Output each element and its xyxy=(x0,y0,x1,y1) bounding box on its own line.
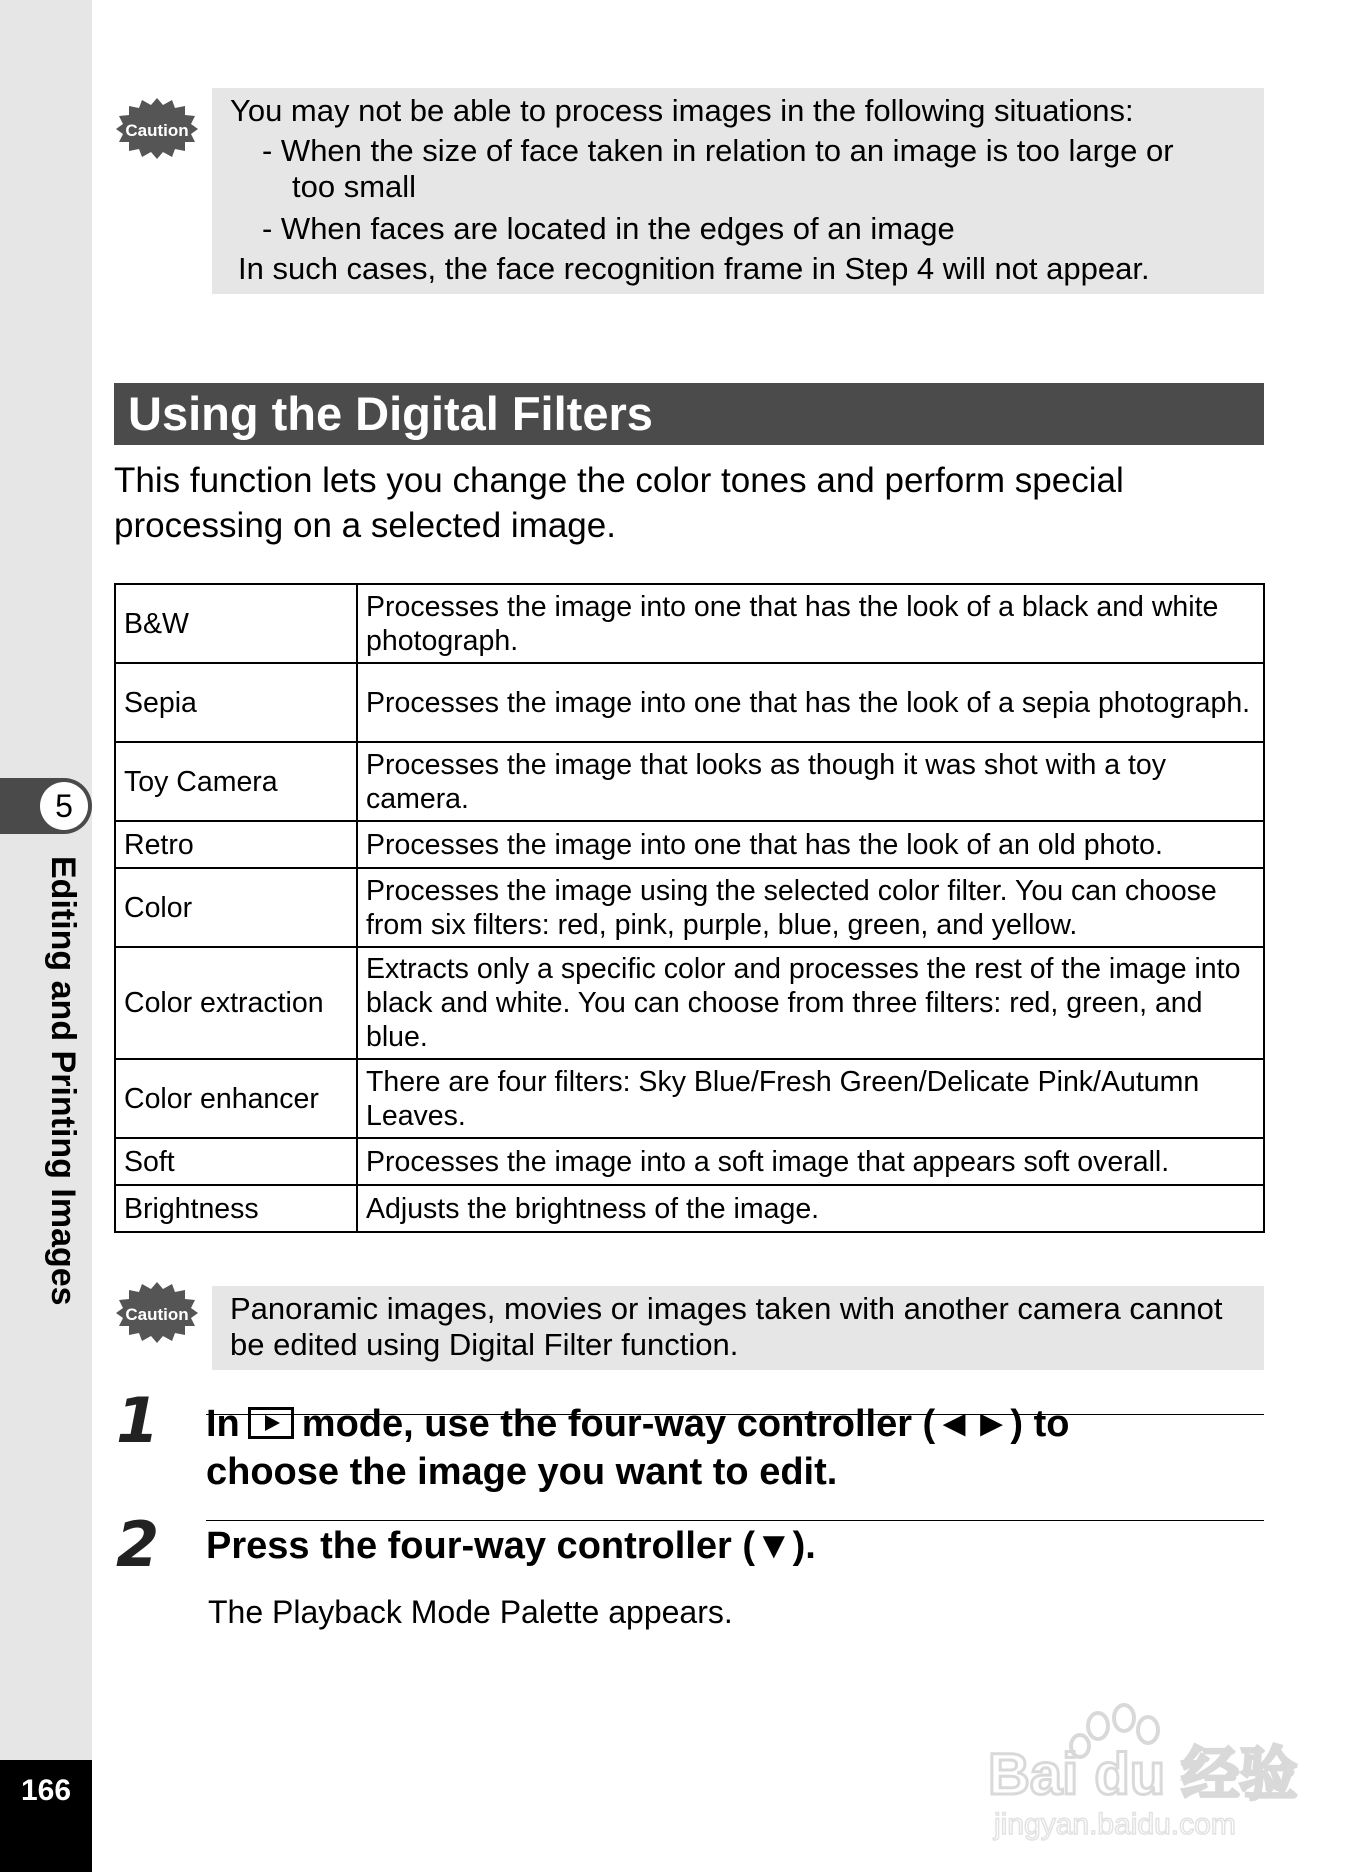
page-number: 166 xyxy=(20,1774,72,1807)
table-row xyxy=(115,663,1264,742)
caution-label: Caution xyxy=(125,121,189,140)
table-row xyxy=(115,947,1264,1059)
watermark-brand: Bai du 经验 xyxy=(988,1742,1298,1807)
table-row xyxy=(115,821,1264,868)
filter-description: Processes the image into one that has the look of a black and white photograph. xyxy=(357,584,1264,663)
caution-intro: You may not be able to process images in the following situations: xyxy=(230,93,1134,128)
watermark-url: jingyan.baidu.com xyxy=(994,1808,1236,1841)
baidu-watermark xyxy=(978,1694,1298,1844)
filter-name: Toy Camera xyxy=(115,742,357,821)
filter-name: Sepia xyxy=(115,663,357,742)
filter-name: Color extraction xyxy=(115,947,357,1059)
table-row xyxy=(115,1185,1264,1232)
caution-icon xyxy=(116,96,198,160)
caution-text: be edited using Digital Filter function. xyxy=(230,1327,739,1362)
table-row xyxy=(115,742,1264,821)
filter-name: Color xyxy=(115,868,357,947)
caution-text: Panoramic images, movies or images taken with another camera cannot xyxy=(230,1291,1223,1326)
step-text-part: mode, use the four-way controller (◄►) to xyxy=(301,1403,1070,1445)
caution-icon xyxy=(116,1280,198,1344)
filter-description: Processes the image into one that has the look of a sepia photograph. xyxy=(357,663,1264,742)
filter-description: Extracts only a specific color and processes the rest of the image into black and white. You can choose from three filters: red, green, and blue. xyxy=(357,947,1264,1059)
filter-name: Soft xyxy=(115,1138,357,1185)
step-text-part: In xyxy=(206,1403,240,1445)
section-title: Using the Digital Filters xyxy=(128,387,653,440)
playback-icon xyxy=(248,1407,294,1439)
filter-table xyxy=(114,583,1265,1233)
step-instruction xyxy=(206,1400,1070,1448)
caution-outro: In such cases, the face recognition frame in Step 4 will not appear. xyxy=(238,251,1150,286)
caution-bullet: - When faces are located in the edges of an image xyxy=(262,211,955,246)
section-intro: This function lets you change the color tones and perform special processing on a selected image. xyxy=(114,461,1124,545)
filter-description: Adjusts the brightness of the image. xyxy=(357,1185,1264,1232)
caution-note-face xyxy=(212,88,1264,294)
step-number: 2 xyxy=(116,1508,160,1581)
filter-name: Retro xyxy=(115,821,357,868)
filter-description: Processes the image into a soft image that appears soft overall. xyxy=(357,1138,1264,1185)
chapter-number: 5 xyxy=(40,782,88,830)
step-number: 1 xyxy=(116,1384,160,1457)
filter-description: Processes the image using the selected color filter. You can choose from six filters: red, pink, purple, blue, green, and yellow. xyxy=(357,868,1264,947)
caution-bullet-cont: too small xyxy=(292,169,417,204)
step-instruction-line2: choose the image you want to edit. xyxy=(206,1451,838,1493)
step-result: The Playback Mode Palette appears. xyxy=(208,1594,733,1630)
table-row xyxy=(115,584,1264,663)
filter-name: Brightness xyxy=(115,1185,357,1232)
filter-description: Processes the image that looks as though it was shot with a toy camera. xyxy=(357,742,1264,821)
filter-description: Processes the image into one that has the look of an old photo. xyxy=(357,821,1264,868)
caution-note-panorama xyxy=(212,1286,1264,1370)
filter-name: B&W xyxy=(115,584,357,663)
table-row xyxy=(115,1059,1264,1138)
caution-bullet: - When the size of face taken in relation to an image is too large or xyxy=(262,133,1174,168)
caution-label: Caution xyxy=(125,1305,189,1324)
chapter-title: Editing and Printing Images xyxy=(44,856,82,1306)
table-row xyxy=(115,868,1264,947)
filter-name: Color enhancer xyxy=(115,1059,357,1138)
step-instruction: Press the four-way controller (▼). xyxy=(206,1525,816,1567)
filter-description: There are four filters: Sky Blue/Fresh Green/Delicate Pink/Autumn Leaves. xyxy=(357,1059,1264,1138)
step-divider xyxy=(206,1520,1264,1521)
table-row xyxy=(115,1138,1264,1185)
